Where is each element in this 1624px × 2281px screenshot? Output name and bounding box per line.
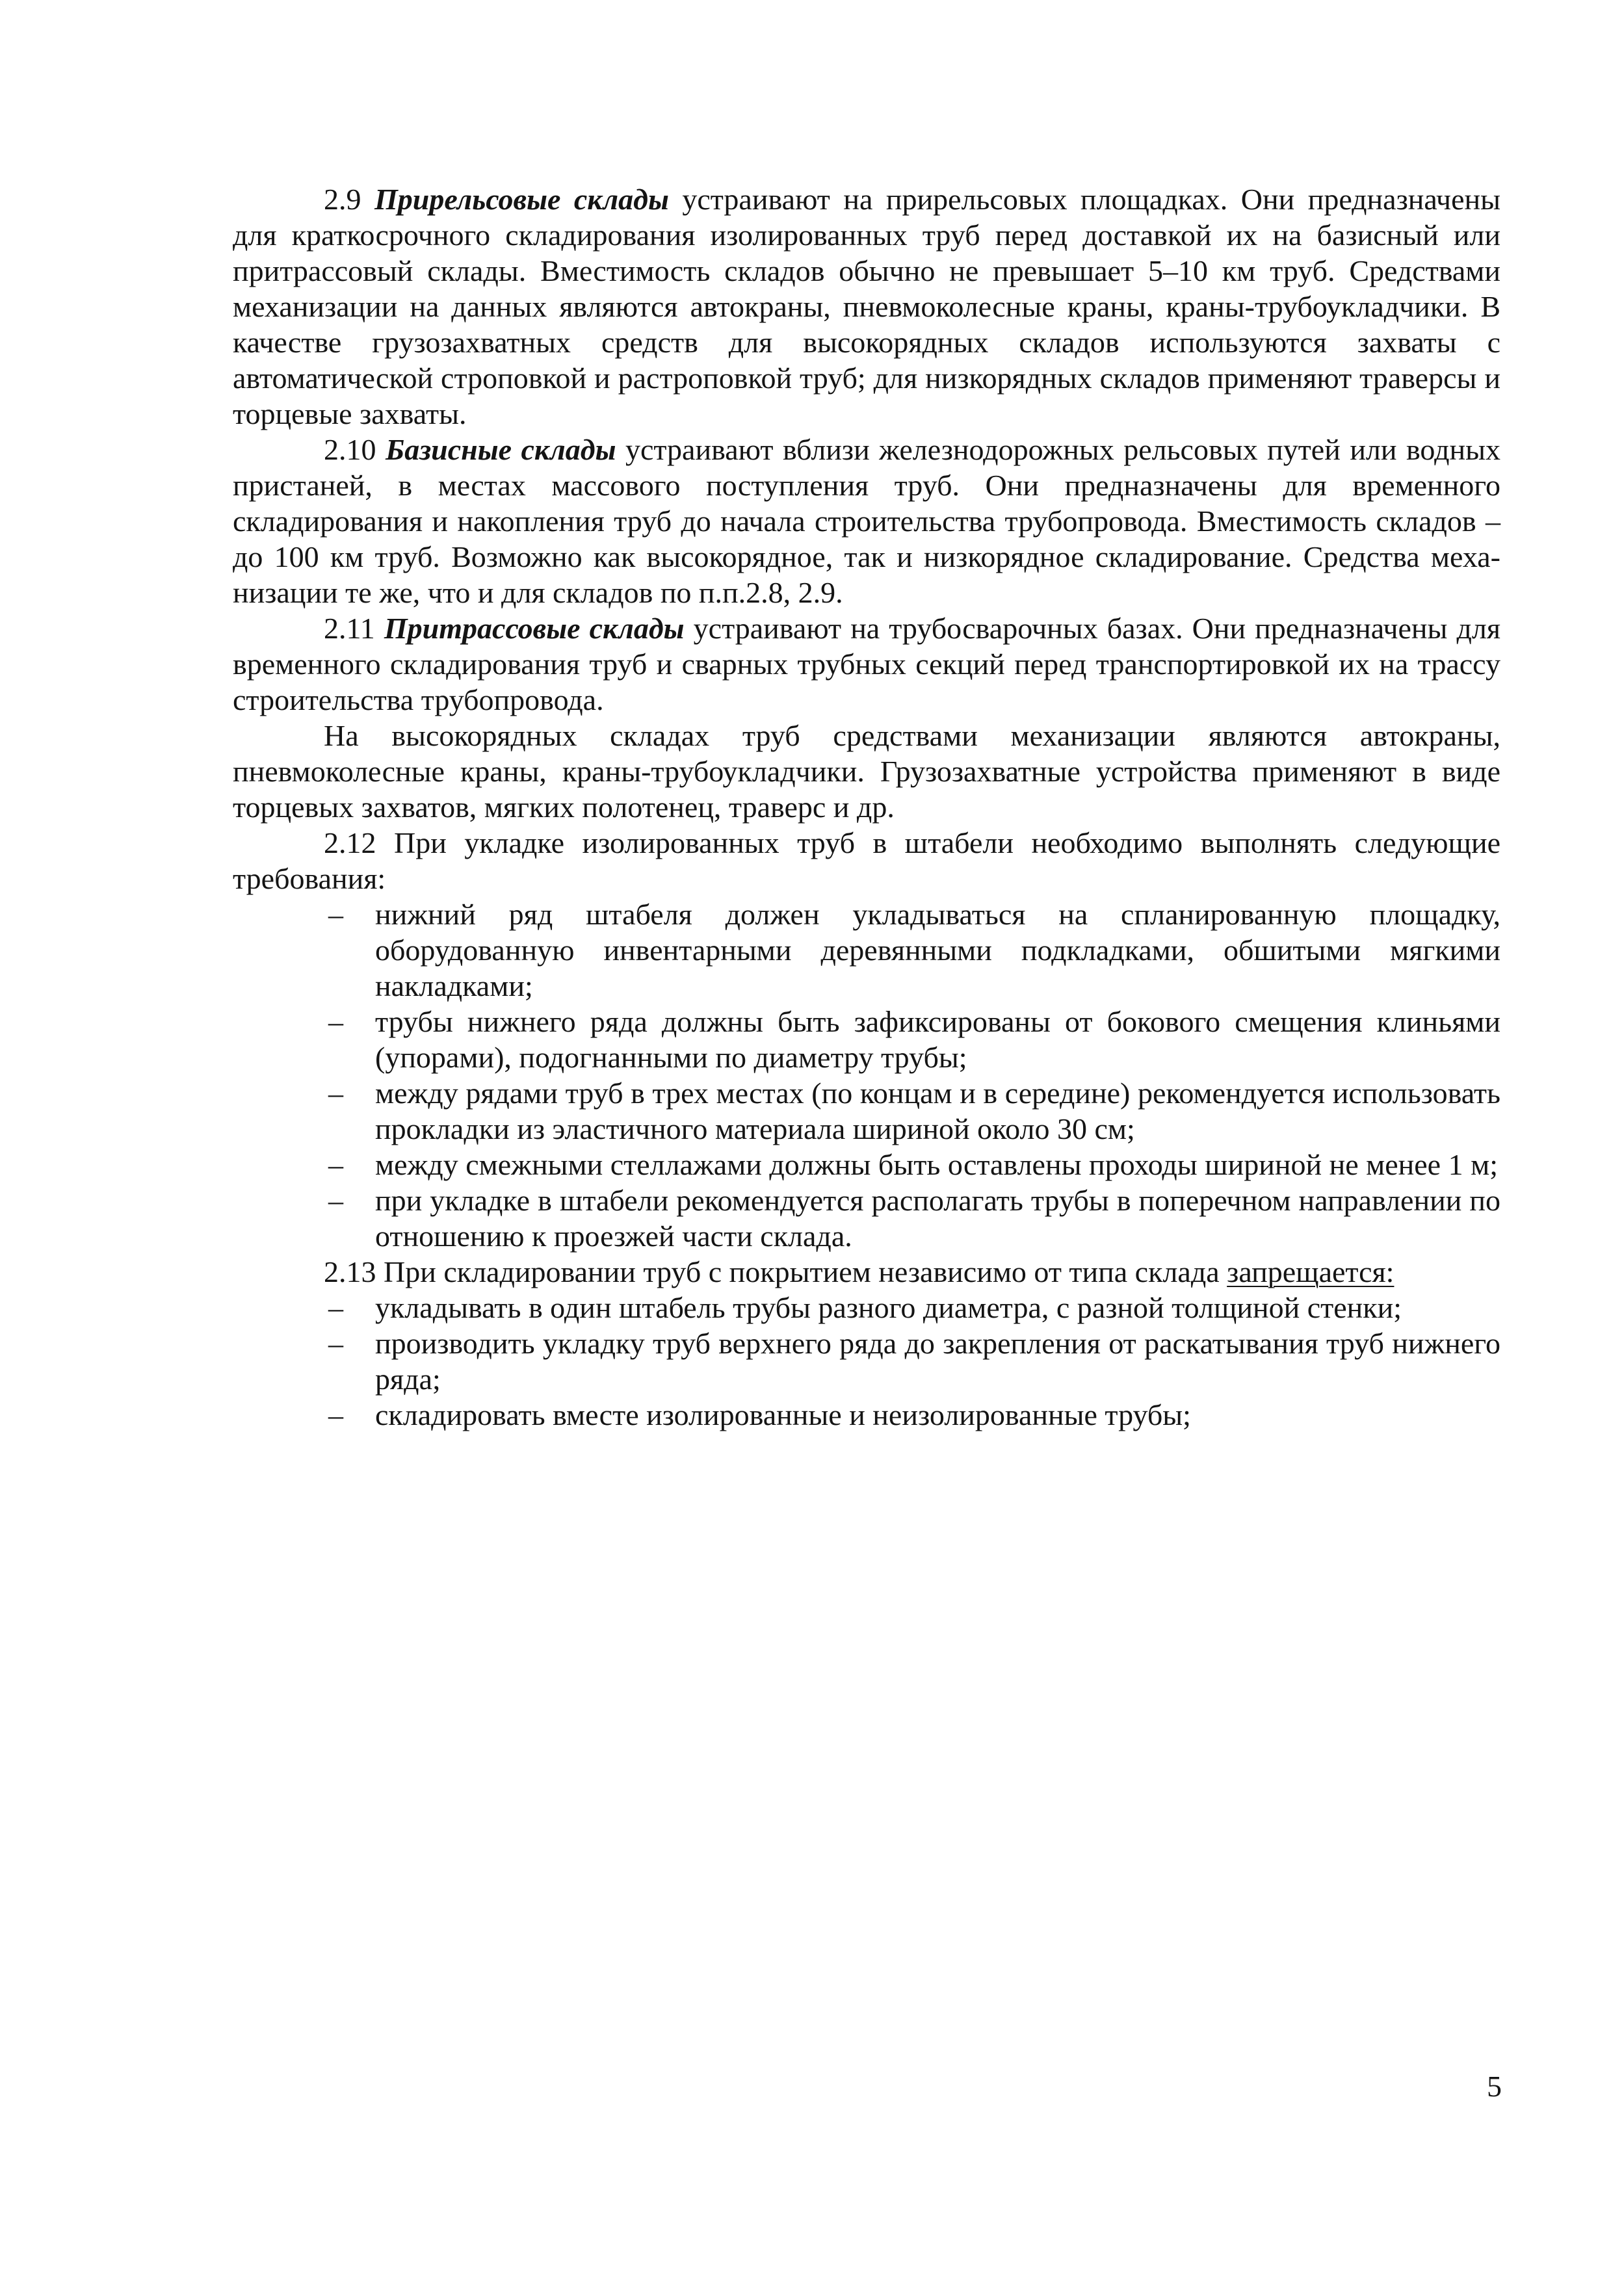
list-item <box>233 1182 1500 1254</box>
section-number: 2.11 <box>324 612 384 645</box>
list-item-text: между смежными стеллажами должны быть оставлены проходы шириной не менее 1 м; <box>375 1148 1498 1181</box>
list-item-text: производить укладку труб верхнего ряда до закрепления от раскатывания труб нижнего ряда; <box>375 1327 1500 1396</box>
section-text: устраивают вблизи железнодорожных рельсовых путей или водных пристаней, в местах массового поступления труб. Они предназначены для временного складирования и накопления труб до начала строительства трубопровода. Вместимость складов – до 100 км труб. Возможно как высокорядное, так и низкорядное складирование. Средства механизации те же, что и для складов по п.п.2.8, 2.9. <box>233 433 1500 609</box>
list-item <box>233 1147 1500 1182</box>
document-body <box>233 181 1500 1433</box>
paragraph-text: 2.13 При складировании труб с покрытием независимо от типа склада <box>324 1255 1227 1288</box>
prohibitions-list <box>233 1290 1500 1433</box>
section-number: 2.10 <box>324 433 386 466</box>
paragraph-2-10 <box>233 432 1500 610</box>
list-dash: – <box>328 1005 343 1038</box>
paragraph-2-13 <box>233 1254 1500 1290</box>
section-term: Прирельсовые склады <box>374 183 669 216</box>
section-term: Базисные склады <box>385 433 616 466</box>
list-item <box>233 1325 1500 1397</box>
section-text: устраивают на трубосварочных базах. Они предназначены для временного складирования труб и сварных трубных секций перед транспортировкой их на трассу строительства трубопровода. <box>233 612 1501 716</box>
paragraph-2-11 <box>233 610 1500 718</box>
paragraph-text: 2.12 При укладке изолированных труб в штабели необходимо выполнять следующие требования: <box>233 826 1500 895</box>
list-item-text: складировать вместе изолированные и неизолированные трубы; <box>375 1398 1191 1431</box>
list-dash: – <box>328 1148 343 1181</box>
list-item <box>233 1075 1500 1147</box>
list-dash: – <box>328 1327 343 1360</box>
paragraph-text: На высокорядных складах труб средствами механизации являются автокраны, пневмоколесные краны, краны-трубоукладчики. Грузозахватные устройства применяют в виде торцевых захватов, мягких полотенец, траверс и др. <box>233 719 1500 824</box>
requirements-list <box>233 896 1500 1254</box>
page-number: 5 <box>1487 2070 1502 2103</box>
list-dash: – <box>328 1076 343 1110</box>
section-number: 2.9 <box>324 183 374 216</box>
list-item-text: нижний ряд штабеля должен укладываться на спланированную площадку, оборудованную инвентарными деревянными подкладками, обшитыми мягкими накладками; <box>375 898 1500 1002</box>
list-item-text: укладывать в один штабель трубы разного диаметра, с разной толщиной стенки; <box>375 1291 1402 1324</box>
list-dash: – <box>328 898 343 931</box>
list-dash: – <box>328 1184 343 1217</box>
list-item <box>233 1004 1500 1075</box>
list-item <box>233 1290 1500 1325</box>
paragraph-high-row-storage <box>233 718 1500 825</box>
section-text: устраивают на прирельсовых площадках. Они предназначены для краткосрочного складирования изолированных труб перед доставкой их на базисный или притрассовый склады. Вместимость складов обычно не превышает 5–10 км труб. Средствами механизации на данных являются автокраны, пневмоколесные краны, краны-трубоукладчики. В качестве грузозахватных средств для высокорядных складов используются захваты с автоматической строповкой и растроповкой труб; для низкорядных складов применяют траверсы и торцевые захваты. <box>233 183 1501 430</box>
prohibited-label: запрещается: <box>1227 1255 1395 1288</box>
list-item-text: трубы нижнего ряда должны быть зафиксированы от бокового смещения клиньями (упорами), подогнанными по диаметру трубы; <box>375 1005 1500 1074</box>
section-term: Притрассовые склады <box>384 612 685 645</box>
list-dash: – <box>328 1398 343 1431</box>
list-item-text: между рядами труб в трех местах (по концам и в середине) рекомендуется использовать прокладки из эластичного материала шириной около 30 см; <box>375 1076 1500 1145</box>
list-item <box>233 1397 1500 1433</box>
list-item-text: при укладке в штабели рекомендуется располагать трубы в поперечном направлении по отношению к проезжей части склада. <box>375 1184 1500 1253</box>
list-item <box>233 896 1500 1004</box>
paragraph-2-12 <box>233 825 1500 896</box>
list-dash: – <box>328 1291 343 1324</box>
paragraph-2-9 <box>233 181 1500 432</box>
